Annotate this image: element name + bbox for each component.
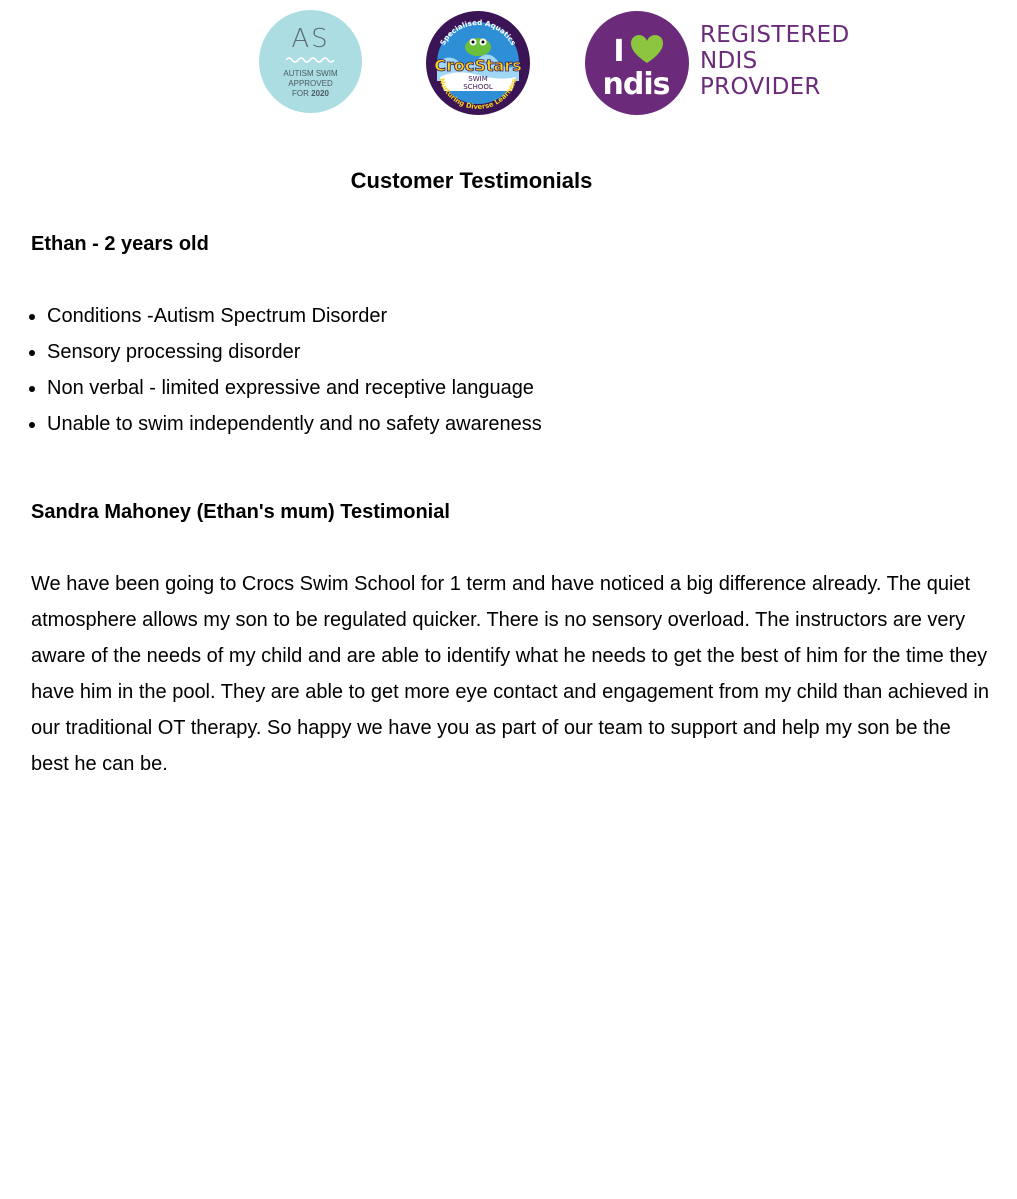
conditions-list bbox=[0, 298, 542, 442]
autism-swim-letters: AS bbox=[291, 24, 330, 54]
crocodile-icon bbox=[465, 38, 491, 56]
list-item: • Conditions -Autism Spectrum Disorder bbox=[47, 298, 542, 334]
wave-icon bbox=[286, 56, 336, 64]
croc-stars-swim-school-logo bbox=[426, 11, 530, 115]
svg-text:Specialised Aquatics: Specialised Aquatics bbox=[437, 17, 519, 47]
svg-text:Nurturing Diverse Learners: Nurturing Diverse Learners bbox=[437, 77, 519, 112]
ndis-line1: REGISTERED bbox=[700, 22, 850, 48]
autism-swim-approved-logo bbox=[259, 10, 362, 113]
i-heart-ndis-logo bbox=[585, 11, 689, 115]
svg-text:SCHOOL: SCHOOL bbox=[463, 83, 493, 91]
svg-text:I: I bbox=[613, 34, 625, 69]
autism-swim-line2: APPROVED bbox=[288, 79, 333, 88]
ndis-line2: NDIS bbox=[700, 48, 758, 74]
page-title: Customer Testimonials bbox=[350, 168, 593, 193]
autism-swim-line3: FOR 2020 bbox=[292, 89, 329, 98]
list-item: • Non verbal - limited expressive and receptive language bbox=[47, 370, 542, 406]
subject-heading: Ethan - 2 years old bbox=[31, 233, 209, 255]
autism-swim-line1: AUTISM SWIM bbox=[283, 69, 338, 78]
svg-text:ndis: ndis bbox=[602, 67, 670, 102]
logo-row bbox=[0, 10, 1017, 116]
svg-text:SWIM: SWIM bbox=[468, 75, 488, 83]
list-item: • Sensory processing disorder bbox=[47, 334, 542, 370]
testimonial-heading: Sandra Mahoney (Ethan's mum) Testimonial bbox=[31, 501, 450, 523]
ndis-line3: PROVIDER bbox=[700, 74, 821, 100]
testimonial-body: We have been going to Crocs Swim School for 1 term and have noticed a big difference already. The quiet atmosphere allows my son to be regulated quicker. There is no sensory overload. The instructors are very aware of the needs of my child and are able to identify what he needs to get the best of him for the time they have him in the pool. They are able to get more eye contact and engagement from my child than achieved in our traditional OT therapy. So happy we have you as part of our team to support and help my son be the best he can be. bbox=[31, 573, 989, 775]
list-item: • Unable to swim independently and no safety awareness bbox=[47, 406, 542, 442]
svg-text:CrocStars: CrocStars bbox=[434, 56, 522, 75]
registered-ndis-provider-text bbox=[700, 22, 850, 100]
